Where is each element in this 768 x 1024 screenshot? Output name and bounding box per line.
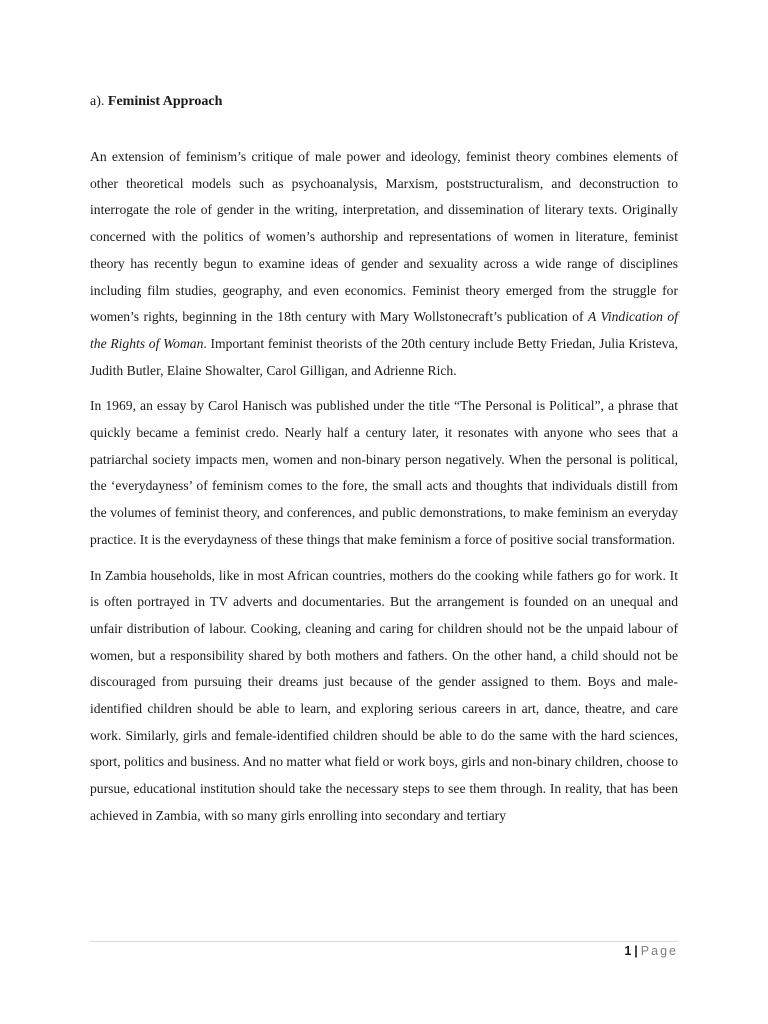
paragraph-2: In 1969, an essay by Carol Hanisch was published under the title “The Personal is Political”, a phrase that quickly became a feminist credo. Nearly half a century later, it resonates with anyone who sees that a patriarchal society impacts men, women and non-binary person negatively. When the personal is political, the ‘everydayness’ of feminism comes to the fore, the small acts and thoughts that individuals distill from the volumes of feminist theory, and conferences, and public demonstrations, to make feminism an everyday practice. It is the everydayness of these things that make feminism a force of positive social transformation. <box>90 398 678 547</box>
section-heading-prefix: a). <box>90 94 108 109</box>
page-label: Page <box>640 944 678 958</box>
paragraph-1 <box>90 144 678 384</box>
section-heading <box>90 92 222 112</box>
page-footer <box>624 944 678 958</box>
footer-separator: | <box>634 944 638 958</box>
book-title: A Vindication of the Rights of Woman <box>90 309 678 351</box>
paragraph-1-text-a: An extension of feminism’s critique of male power and ideology, feminist theory combines elements of other theoretical models such as psychoanalysis, Marxism, poststructuralism, and deconstruction to interrogate the role of gender in the writing, interpretation, and dissemination of literary texts. Originally concerned with the politics of women’s authorship and representations of women in literature, feminist theory has recently begun to examine ideas of gender and sexuality across a wide range of disciplines including film studies, geography, and even economics. Feminist theory emerged from the struggle for women’s rights, beginning in the 18th century with Mary Wollstonecraft’s publication of <box>90 149 678 325</box>
page-number: 1 <box>624 944 632 958</box>
body-text <box>90 144 678 839</box>
paragraph-1-text-b: . Important feminist theorists of the 20th century include Betty Friedan, Julia Kristeva, Judith Butler, Elaine Showalter, Carol Gilligan, and Adrienne Rich. <box>90 335 678 378</box>
section-heading-title: Feminist Approach <box>107 94 223 109</box>
footer-divider <box>90 941 678 942</box>
paragraph-3: In Zambia households, like in most African countries, mothers do the cooking while fathers go for work. It is often portrayed in TV adverts and documentaries. But the arrangement is founded on an unequal and unfair distribution of labour. Cooking, cleaning and caring for children should not be the unpaid labour of women, but a responsibility shared by both mothers and fathers. On the other hand, a child should not be discouraged from pursuing their dreams just because of the gender assigned to them. Boys and male-identified children should be able to learn, and exploring serious careers in art, dance, theatre, and care work. Similarly, girls and female-identified children should be able to do the same with the hard sciences, sport, politics and business. And no matter what field or work boys, girls and non-binary children, choose to pursue, educational institution should take the necessary steps to see them through. In reality, that has been achieved in Zambia, with so many girls enrolling into secondary and tertiary <box>90 567 678 823</box>
